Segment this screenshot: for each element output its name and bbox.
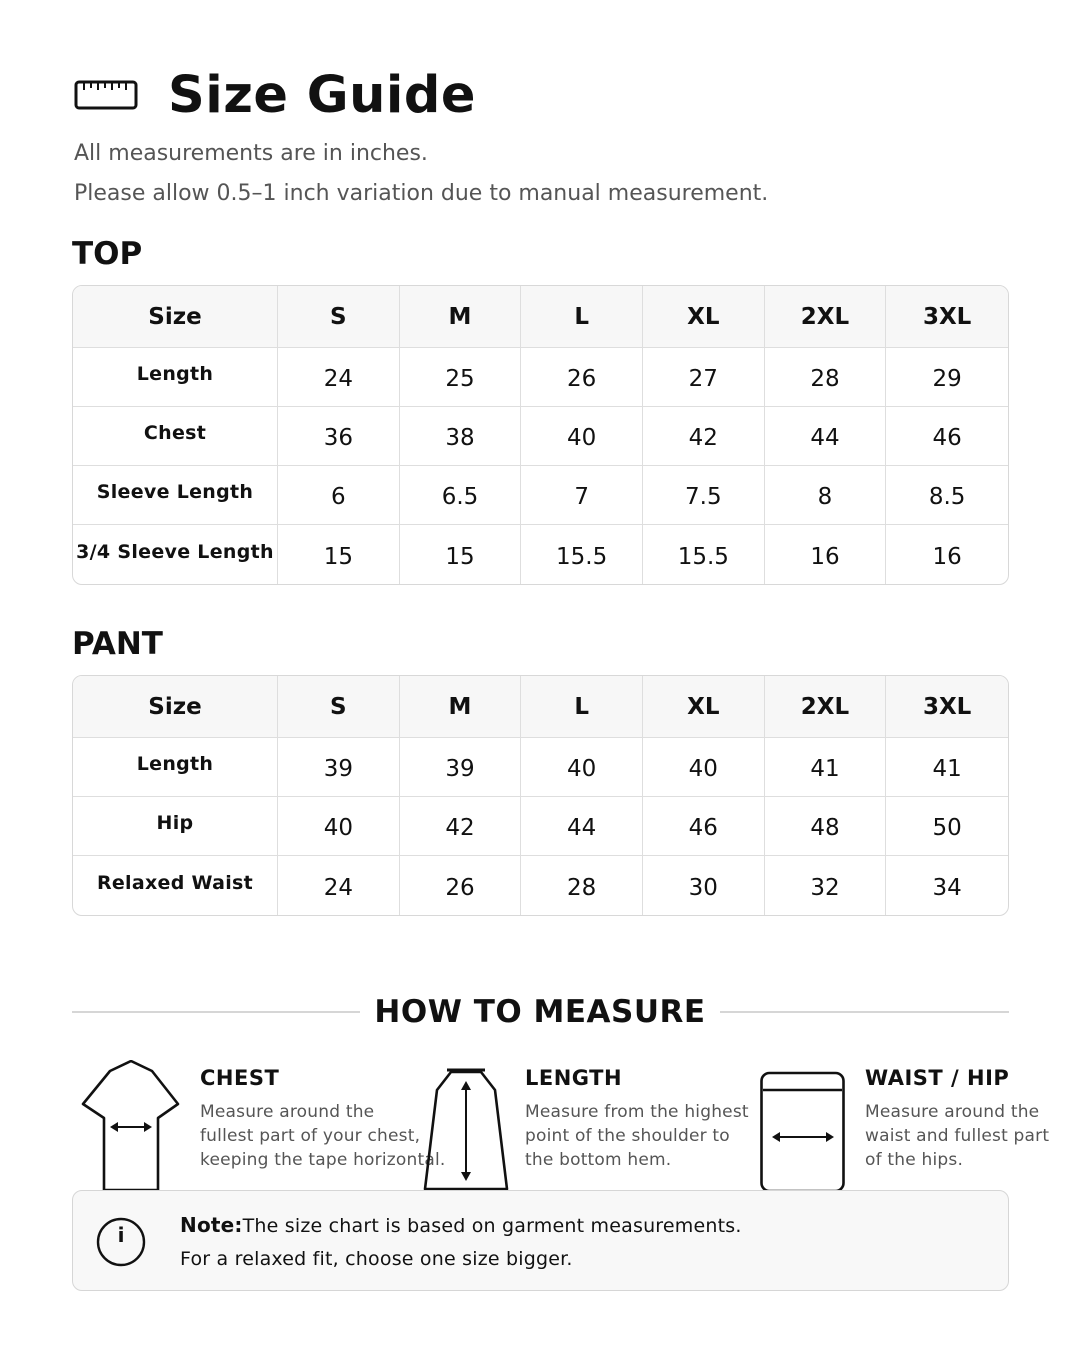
length-description [525, 1100, 785, 1172]
table-cell: 41 [886, 738, 1008, 797]
table-row [73, 525, 1008, 584]
subtitle-variation: Please allow 0.5–1 inch variation due to manual measurement. [74, 181, 769, 206]
row-label: Sleeve Length [73, 466, 278, 525]
table-cell: 27 [643, 348, 765, 407]
column-header: S [278, 286, 400, 348]
table-cell: 7 [521, 466, 643, 525]
waist-hip-icon [759, 1070, 847, 1194]
table-cell: 29 [886, 348, 1008, 407]
table-cell: 15 [400, 525, 522, 584]
pant-size-table [72, 675, 1009, 916]
description-line: fullest part of your chest, [200, 1126, 421, 1146]
column-header: XL [643, 676, 765, 738]
length-title: LENGTH [525, 1066, 623, 1090]
table-cell: 6.5 [400, 466, 522, 525]
table-cell: 24 [278, 348, 400, 407]
column-header: 2XL [765, 286, 887, 348]
table-cell: 28 [765, 348, 887, 407]
svg-text:i: i [117, 1223, 125, 1247]
column-header: L [521, 676, 643, 738]
tshirt-chest-icon [80, 1060, 182, 1192]
table-cell: 50 [886, 797, 1008, 856]
table-cell: 40 [521, 738, 643, 797]
column-header: Size [73, 286, 278, 348]
section-divider [72, 1011, 360, 1013]
table-row [73, 856, 1008, 915]
chest-description [200, 1100, 460, 1172]
row-label: Length [73, 738, 278, 797]
page-title: Size Guide [168, 66, 476, 125]
subtitle-units: All measurements are in inches. [74, 141, 428, 166]
table-cell: 16 [765, 525, 887, 584]
table-cell: 40 [521, 407, 643, 466]
table-cell: 46 [643, 797, 765, 856]
column-header: S [278, 676, 400, 738]
table-cell: 15.5 [643, 525, 765, 584]
column-header: 3XL [886, 286, 1008, 348]
table-cell: 30 [643, 856, 765, 915]
column-header: M [400, 676, 522, 738]
chest-title: CHEST [200, 1066, 280, 1090]
table-header-row [73, 286, 1008, 348]
description-line: Measure from the highest [525, 1102, 749, 1122]
table-cell: 40 [643, 738, 765, 797]
table-cell: 40 [278, 797, 400, 856]
table-cell: 38 [400, 407, 522, 466]
table-cell: 42 [643, 407, 765, 466]
garment-length-icon [423, 1068, 509, 1192]
pant-section-title: PANT [72, 626, 163, 662]
note-label: Note: [180, 1213, 243, 1237]
note-box [72, 1190, 1009, 1291]
table-row [73, 738, 1008, 797]
table-cell: 46 [886, 407, 1008, 466]
row-label: Relaxed Waist [73, 856, 278, 915]
table-cell: 6 [278, 466, 400, 525]
table-row [73, 348, 1008, 407]
table-row [73, 797, 1008, 856]
table-cell: 39 [400, 738, 522, 797]
ruler-icon [74, 78, 138, 112]
top-size-table [72, 285, 1009, 585]
description-line: Measure around the [865, 1102, 1040, 1122]
column-header: Size [73, 676, 278, 738]
table-row [73, 466, 1008, 525]
note-text [180, 1213, 742, 1238]
table-header-row [73, 676, 1008, 738]
table-cell: 44 [765, 407, 887, 466]
row-label: Hip [73, 797, 278, 856]
row-label: Chest [73, 407, 278, 466]
section-divider [720, 1011, 1009, 1013]
waist-hip-description [865, 1100, 1075, 1172]
top-section-title: TOP [72, 236, 143, 272]
description-line: keeping the tape horizontal. [200, 1150, 446, 1170]
row-label: 3/4 Sleeve Length [73, 525, 278, 584]
table-cell: 25 [400, 348, 522, 407]
table-cell: 24 [278, 856, 400, 915]
description-line: Measure around the [200, 1102, 375, 1122]
table-cell: 41 [765, 738, 887, 797]
table-cell: 26 [521, 348, 643, 407]
table-cell: 44 [521, 797, 643, 856]
column-header: XL [643, 286, 765, 348]
column-header: 3XL [886, 676, 1008, 738]
table-cell: 8.5 [886, 466, 1008, 525]
page-header [74, 62, 1014, 132]
table-cell: 42 [400, 797, 522, 856]
description-line: waist and fullest part [865, 1126, 1050, 1146]
table-cell: 8 [765, 466, 887, 525]
table-cell: 48 [765, 797, 887, 856]
table-cell: 15.5 [521, 525, 643, 584]
note-line-1: The size chart is based on garment measurements. [242, 1215, 742, 1237]
table-row [73, 407, 1008, 466]
table-cell: 15 [278, 525, 400, 584]
note-line-2: For a relaxed fit, choose one size bigger. [180, 1248, 573, 1270]
column-header: M [400, 286, 522, 348]
how-to-measure-title: HOW TO MEASURE [374, 994, 706, 1030]
info-icon [96, 1217, 146, 1267]
waist-hip-title: WAIST / HIP [865, 1066, 1010, 1090]
column-header: L [521, 286, 643, 348]
table-cell: 26 [400, 856, 522, 915]
table-cell: 16 [932, 543, 962, 570]
table-cell: 34 [932, 874, 962, 901]
row-label: Length [73, 348, 278, 407]
description-line: the bottom hem. [525, 1150, 672, 1170]
column-header: 2XL [765, 676, 887, 738]
description-line: point of the shoulder to [525, 1126, 730, 1146]
table-cell: 39 [278, 738, 400, 797]
table-cell: 32 [765, 856, 887, 915]
table-cell: 28 [521, 856, 643, 915]
table-cell: 36 [278, 407, 400, 466]
description-line: of the hips. [865, 1150, 964, 1170]
table-cell: 7.5 [643, 466, 765, 525]
